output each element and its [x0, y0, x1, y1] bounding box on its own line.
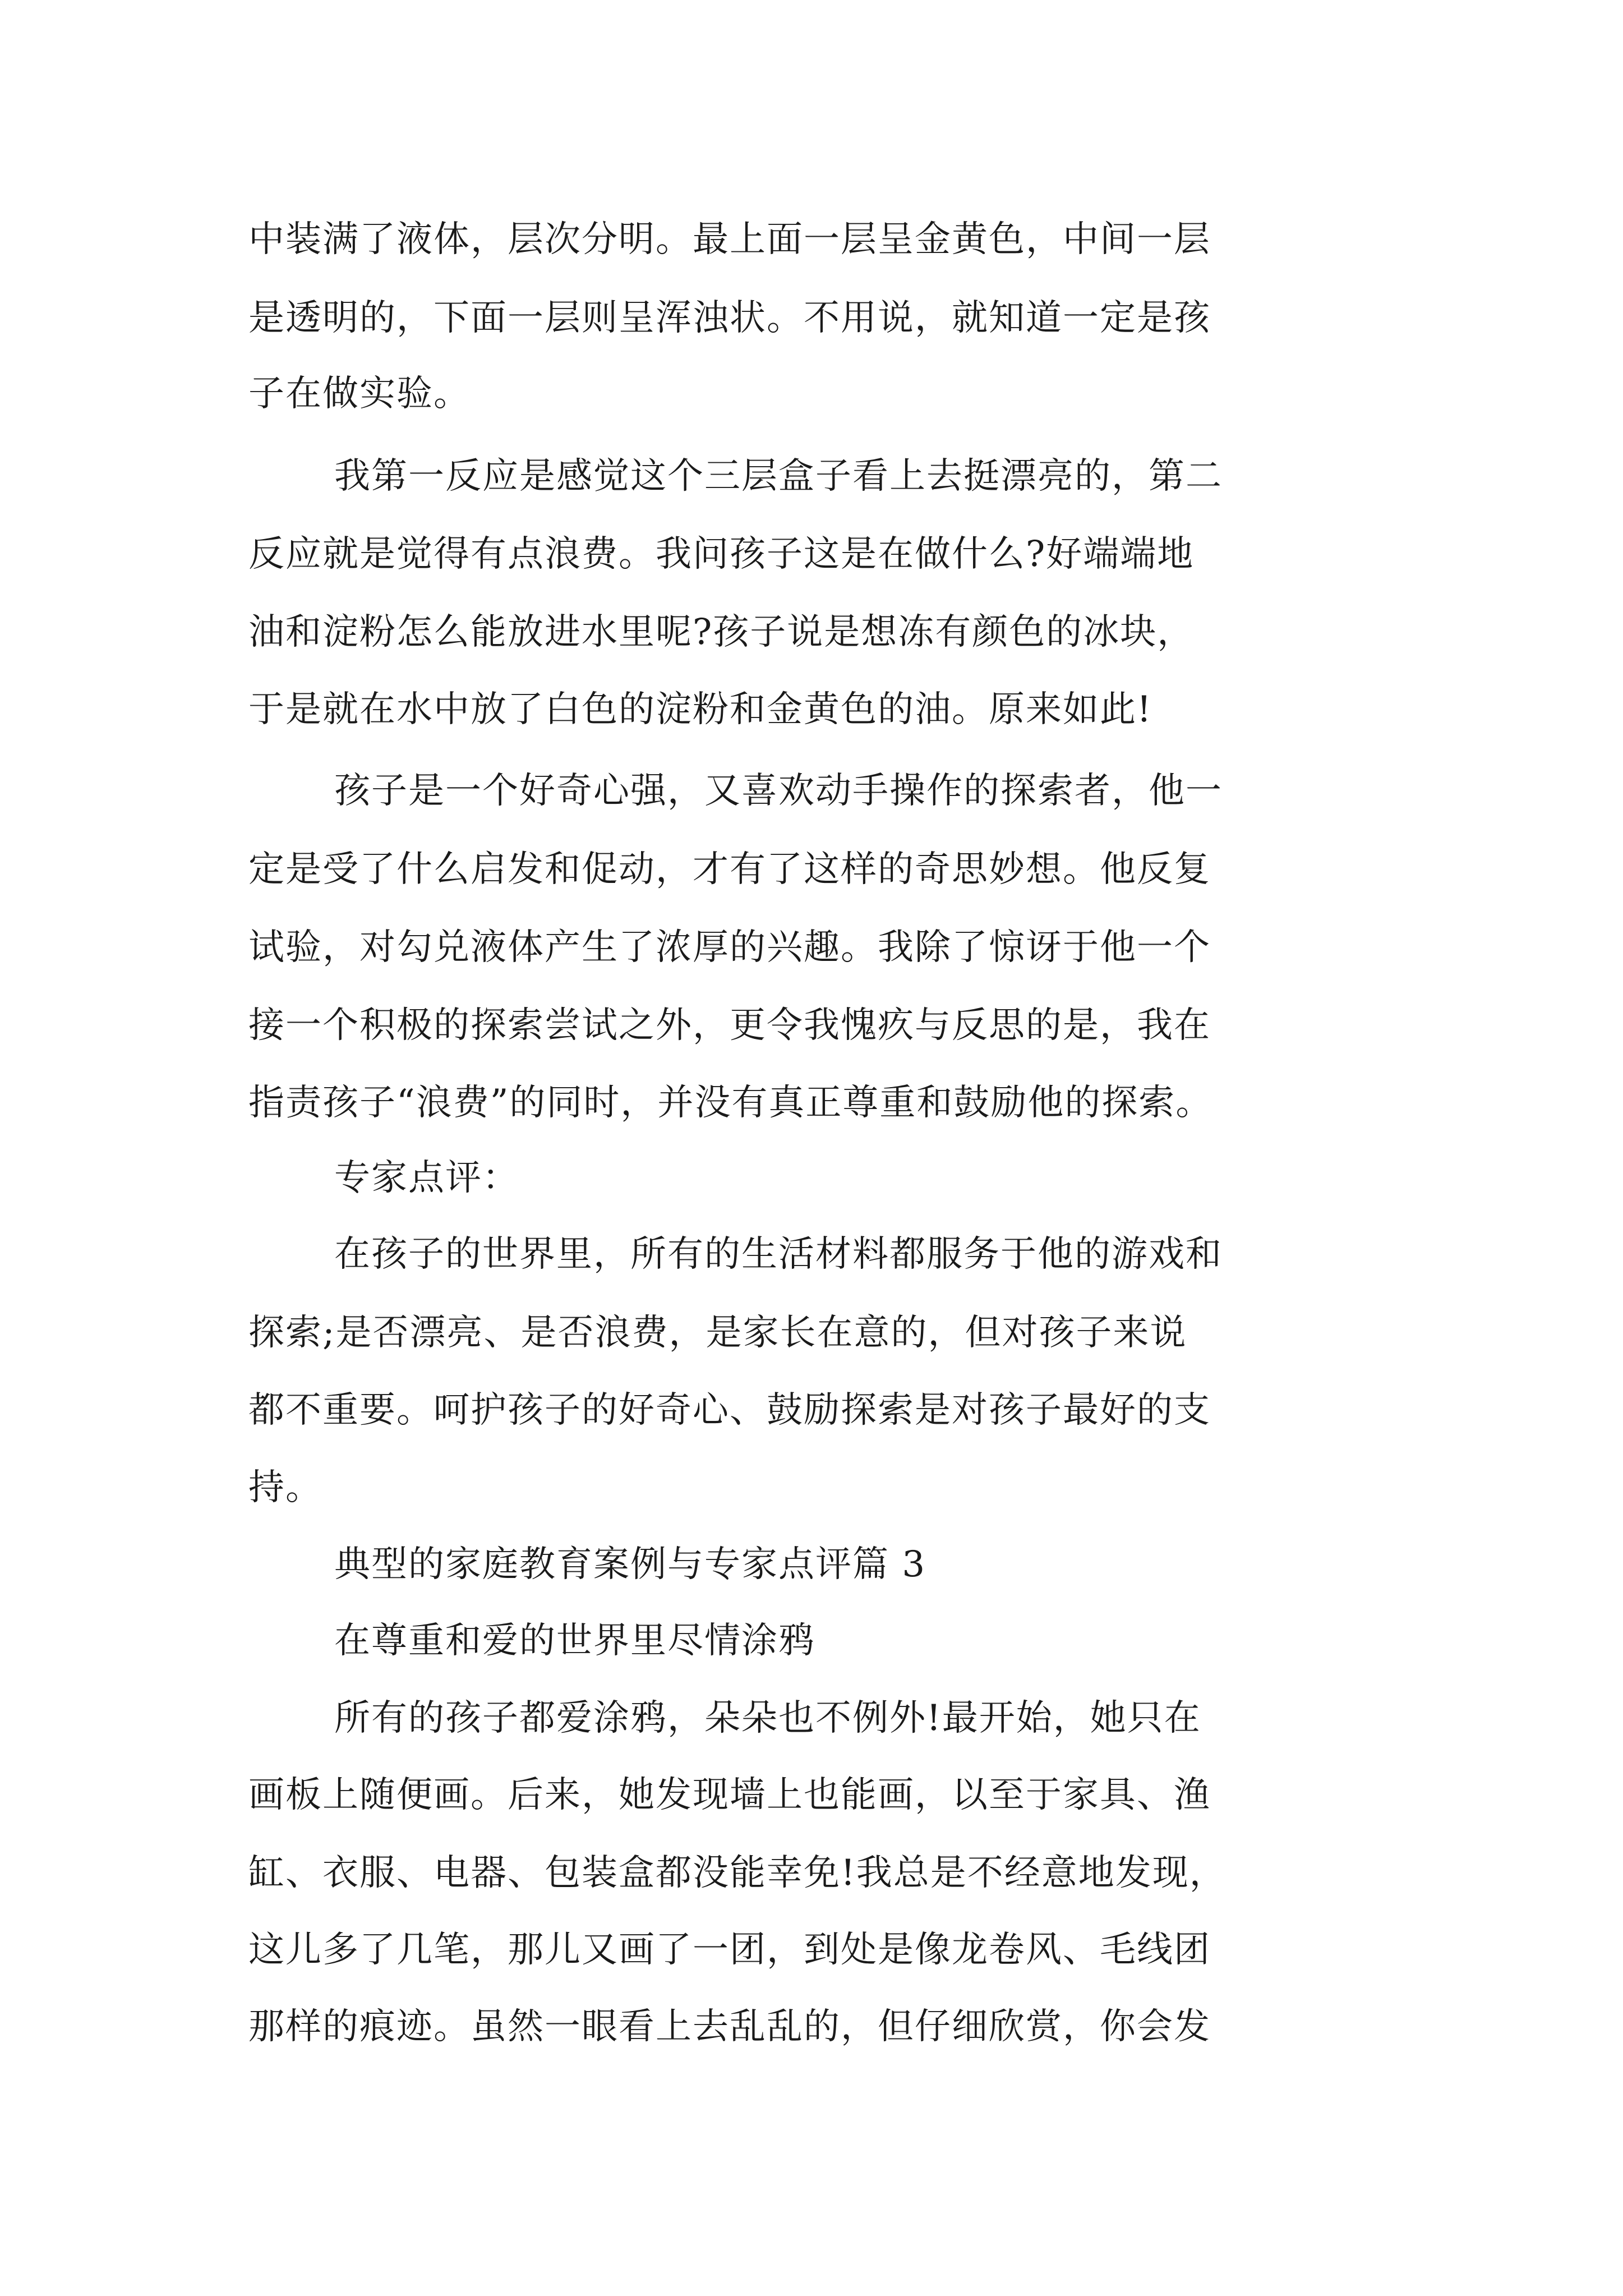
text-line: 那样的痕迹。虽然一眼看上去乱乱的，但仔细欣赏，你会发: [248, 2006, 1211, 2047]
section-label: 专家点评：: [334, 1157, 519, 1199]
section-subtitle: 在尊重和爱的世界里尽情涂鸦: [334, 1620, 815, 1662]
text-line: 画板上随便画。后来，她发现墙上也能画，以至于家具、渔: [248, 1774, 1211, 1816]
text-line: 缸、衣服、电器、包装盒都没能幸免!我总是不经意地发现，: [248, 1852, 1227, 1894]
text-line: 中装满了液体，层次分明。最上面一层呈金黄色，中间一层: [248, 219, 1211, 260]
text-line: 试验，对勾兑液体产生了浓厚的兴趣。我除了惊讶于他一个: [248, 927, 1211, 968]
text-line: 指责孩子“浪费”的同时，并没有真正尊重和鼓励他的探索。: [248, 1082, 1213, 1124]
text-line: 接一个积极的探索尝试之外，更令我愧疚与反思的是，我在: [248, 1005, 1211, 1046]
section-title: 典型的家庭教育案例与专家点评篇 3: [334, 1544, 926, 1585]
text-line: 持。: [248, 1467, 322, 1508]
text-line: 我第一反应是感觉这个三层盒子看上去挺漂亮的，第二: [334, 455, 1223, 497]
text-line: 是透明的，下面一层则呈浑浊状。不用说，就知道一定是孩: [248, 297, 1211, 339]
text-line: 油和淀粉怎么能放进水里呢?孩子说是想冻有颜色的冰块，: [248, 611, 1195, 653]
text-line: 探索;是否漂亮、是否浪费，是家长在意的，但对孩子来说: [248, 1312, 1187, 1354]
text-line: 都不重要。呵护孩子的好奇心、鼓励探索是对孩子最好的支: [248, 1389, 1211, 1431]
text-line: 定是受了什么启发和促动，才有了这样的奇思妙想。他反复: [248, 849, 1211, 890]
text-line: 这儿多了几笔，那儿又画了一团，到处是像龙卷风、毛线团: [248, 1929, 1211, 1971]
text-line: 所有的孩子都爱涂鸦，朵朵也不例外!最开始，她只在: [334, 1697, 1201, 1739]
text-line: 反应就是觉得有点浪费。我问孩子这是在做什么?好端端地: [248, 533, 1195, 575]
text-line: 孩子是一个好奇心强，又喜欢动手操作的探索者，他一: [334, 770, 1223, 812]
text-line: 于是就在水中放了白色的淀粉和金黄色的油。原来如此!: [248, 689, 1152, 730]
text-line: 子在做实验。: [248, 373, 471, 415]
text-line: 在孩子的世界里，所有的生活材料都服务于他的游戏和: [334, 1234, 1223, 1275]
